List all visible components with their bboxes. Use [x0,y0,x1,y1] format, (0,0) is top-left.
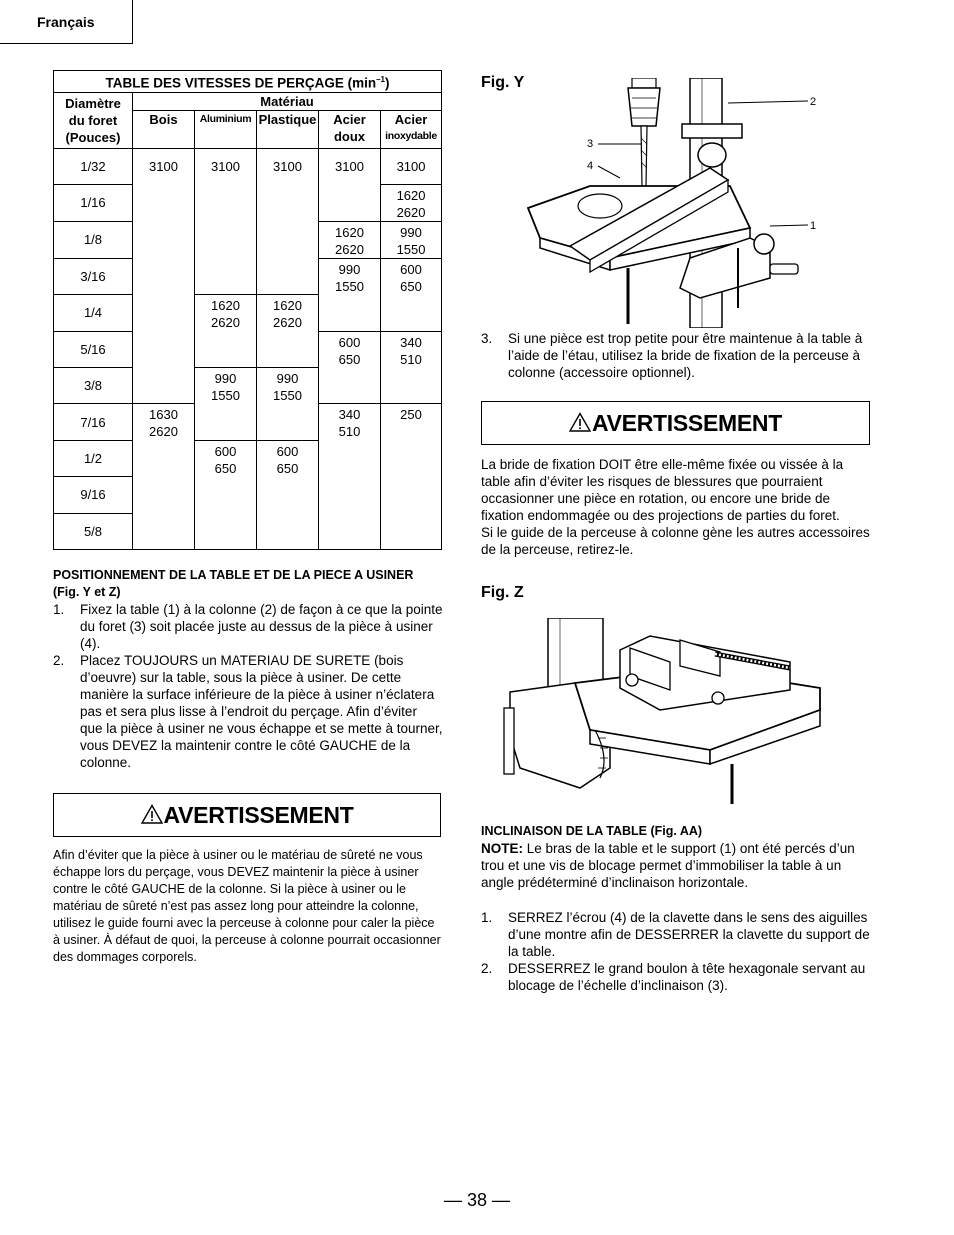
speed-cell: 990 1550 [257,368,319,441]
diameter-cell: 1/16 [54,184,133,221]
fig-z-label: Fig. Z [481,584,524,601]
list-item: 2. Placez TOUJOURS un MATERIAU DE SURETE (bois d’oeuvre) sur la table, sous la pièce à usiner. De cette manière la surface inférieure de la pièce à usiner n’éclatera pas et sera plus lisse à l’endroit du perçage. Afin d’éviter que la pièce à usiner ne vous échappe et se mette à tourner, vous DEVEZ la maintenir contre le côté GAUCHE de la colonne. [53,653,443,770]
tilt-steps [481,909,871,994]
col-header-diameter: Diamètre du foret (Pouces) [54,92,133,148]
warning-triangle-icon [141,804,163,824]
speed-cell: 1630 2620 [133,404,195,550]
fig-y-label: Fig. Y [481,74,525,91]
speed-cell: 3100 [381,148,442,184]
speed-cell: 990 1550 [195,368,257,441]
col-header-acier-doux: Acier doux [319,110,381,148]
language-tab: Français [0,0,133,44]
diameter-cell: 5/16 [54,331,133,367]
speed-cell: 1620 2620 [319,221,381,258]
speed-cell: 600 650 [257,440,319,549]
callout-4: 4 [587,160,594,172]
warning-box-right: AVERTISSEMENT [481,401,870,445]
speed-cell: 990 1550 [381,221,442,258]
col-header-acier-inox: Acier inoxydable [381,110,442,148]
callout-2: 2 [810,96,817,108]
diameter-cell: 1/2 [54,440,133,476]
speed-cell: 250 [381,404,442,550]
warning-box-left: AVERTISSEMENT [53,793,441,837]
diameter-cell: 1/32 [54,148,133,184]
callout-3: 3 [587,138,594,150]
positioning-steps [53,601,443,771]
diameter-cell: 3/16 [54,258,133,294]
speed-cell: 1620 2620 [195,295,257,368]
col-header-aluminium: Aluminium [195,110,257,148]
diameter-cell: 5/8 [54,513,133,549]
step-3 [481,330,871,381]
speed-cell: 600 650 [319,331,381,404]
tilt-title: INCLINAISON DE LA TABLE (Fig. AA) [481,824,703,838]
speed-cell: 3100 [319,148,381,221]
drill-speed-table [53,70,442,550]
list-item: 3. Si une pièce est trop petite pour être maintenue à la table à l’aide de l’étau, utilisez la bride de fixation de la perceuse à colonne (accessoire optionnel). [481,331,863,380]
warning-text-left: Afin d’éviter que la pièce à usiner ou le matériau de sûreté ne vous échappe lors du perçage, vous DEVEZ maintenir la pièce à usiner contre le côté GAUCHE de la colonne. Si la pièce à usiner ou le matériau de sûreté n’est pas assez long pour atteindre la colonne, utilisez le guide fourni avec la perceuse à colonne pour caler la pièce à usiner. À défaut de quoi, la perceuse à colonne pourrait occasionner des dommages corporels. [53,848,441,964]
fig-z-illustration [500,618,830,808]
fig-y-illustration [520,78,830,328]
tilt-note: NOTE: Le bras de la table et le support (1) ont été percés d’un trou et une vis de blocage permet d’immobiliser la table à un angle prédéterminé d’inclinaison horizontale. [481,841,855,890]
speed-cell: 1620 2620 [257,295,319,368]
warning-triangle-icon [569,412,591,432]
list-item: 1. SERREZ l’écrou (4) de la clavette dans le sens des aiguilles d’une montre afin de DESSERRER la clavette du support de la table. [481,910,870,959]
speed-cell: 340 510 [319,404,381,550]
speed-cell: 990 1550 [319,258,381,331]
list-item: 1. Fixez la table (1) à la colonne (2) de façon à ce que la pointe du foret (3) soit placée juste au dessus de la pièce à usiner (4). [53,602,443,651]
speed-cell: 3100 [195,148,257,295]
list-item: 2. DESSERREZ le grand boulon à tête hexagonale servant au blocage de l’échelle d’inclinaison (3). [481,961,866,993]
diameter-cell: 3/8 [54,368,133,404]
warning-text-right: La bride de fixation DOIT être elle-même fixée ou vissée à la table afin d’éviter les risques de blessures que pourraient occasionner une pièce en rotation, ou encore une bride de fixation endommagée ou des projections de parties du foret. Si le guide de la perceuse à colonne gène les autres accessoires de la perceuse, retirez-le. [481,457,870,557]
diameter-cell: 9/16 [54,477,133,513]
speed-cell: 1620 2620 [381,184,442,221]
speed-cell: 3100 [133,148,195,404]
table-title: TABLE DES VITESSES DE PERÇAGE $(\min^{-1})$ [54,71,442,93]
diameter-cell: 7/16 [54,404,133,440]
col-header-bois: Bois [133,110,195,148]
callout-1: 1 [810,220,817,232]
speed-cell: 3100 [257,148,319,295]
speed-cell: 340 510 [381,331,442,404]
speed-cell: 600 650 [381,258,442,331]
diameter-cell: 1/4 [54,295,133,331]
diameter-cell: 1/8 [54,221,133,258]
col-header-plastique: Plastique [257,110,319,148]
positioning-title: POSITIONNEMENT DE LA TABLE ET DE LA PIECE A USINER (Fig. Y et Z) [53,568,414,599]
col-header-material: Matériau [133,92,442,110]
speed-cell: 600 650 [195,440,257,549]
page-number: — 38 — [443,1190,511,1210]
